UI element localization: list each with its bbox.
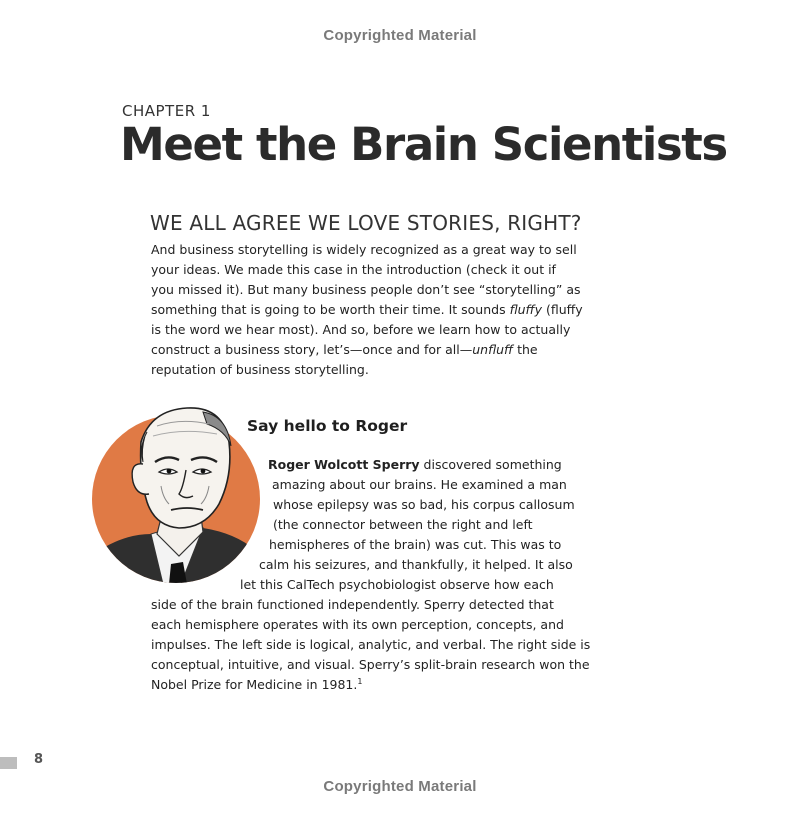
page-edge-marker <box>0 757 17 769</box>
intro-paragraph <box>151 240 583 380</box>
intro-line: something that is going to be worth their time. It sounds fluffy (fluffy <box>151 302 583 317</box>
chapter-title: Meet the Brain Scientists <box>120 118 727 171</box>
bio-line: hemispheres of the brain) was cut. This was to <box>269 537 562 552</box>
intro-line: construct a business story, let’s—once and for all—unfluff the <box>151 342 538 357</box>
bio-line: side of the brain functioned independently. Sperry detected that <box>151 597 554 612</box>
intro-line: your ideas. We made this case in the introduction (check it out if <box>151 262 556 277</box>
section-heading: WE ALL AGREE WE LOVE STORIES, RIGHT? <box>150 211 582 235</box>
intro-line: is the word we hear most). And so, before we learn how to actually <box>151 322 571 337</box>
bio-line: Nobel Prize for Medicine in 1981.$^1$ <box>151 676 363 692</box>
bio-line: each hemisphere operates with its own perception, concepts, and <box>151 617 564 632</box>
intro-line: you missed it). But many business people don’t see “storytelling” as <box>151 282 581 297</box>
bio-line: let this CalTech psychobiologist observe how each <box>240 577 554 592</box>
intro-line: reputation of business storytelling. <box>151 362 369 377</box>
person-name: Roger Wolcott Sperry <box>268 457 420 472</box>
emphasis-unfluff: unfluff <box>472 342 514 357</box>
bio-line: calm his seizures, and thankfully, it helped. It also <box>259 557 573 572</box>
bio-line: whose epilepsy was so bad, his corpus callosum <box>273 497 575 512</box>
bio-line: Roger Wolcott Sperry discovered something <box>268 457 562 472</box>
emphasis-fluffy: fluffy <box>509 302 542 317</box>
copyright-watermark-top: Copyrighted Material <box>323 27 477 44</box>
bio-line: impulses. The left side is logical, analytic, and verbal. The right side is <box>151 637 591 652</box>
copyright-watermark-bottom: Copyrighted Material <box>323 778 477 795</box>
profile-paragraph <box>0 455 600 695</box>
bio-line: conceptual, intuitive, and visual. Sperry’s split-brain research won the <box>151 657 590 672</box>
footnote-marker: 1 <box>357 676 363 686</box>
bio-line: (the connector between the right and left <box>273 517 533 532</box>
page-number: 8 <box>34 752 44 767</box>
intro-line: And business storytelling is widely recognized as a great way to sell <box>151 242 577 257</box>
profile-heading: Say hello to Roger <box>247 417 408 435</box>
bio-line: amazing about our brains. He examined a man <box>272 477 567 492</box>
chapter-label: CHAPTER 1 <box>122 102 211 120</box>
